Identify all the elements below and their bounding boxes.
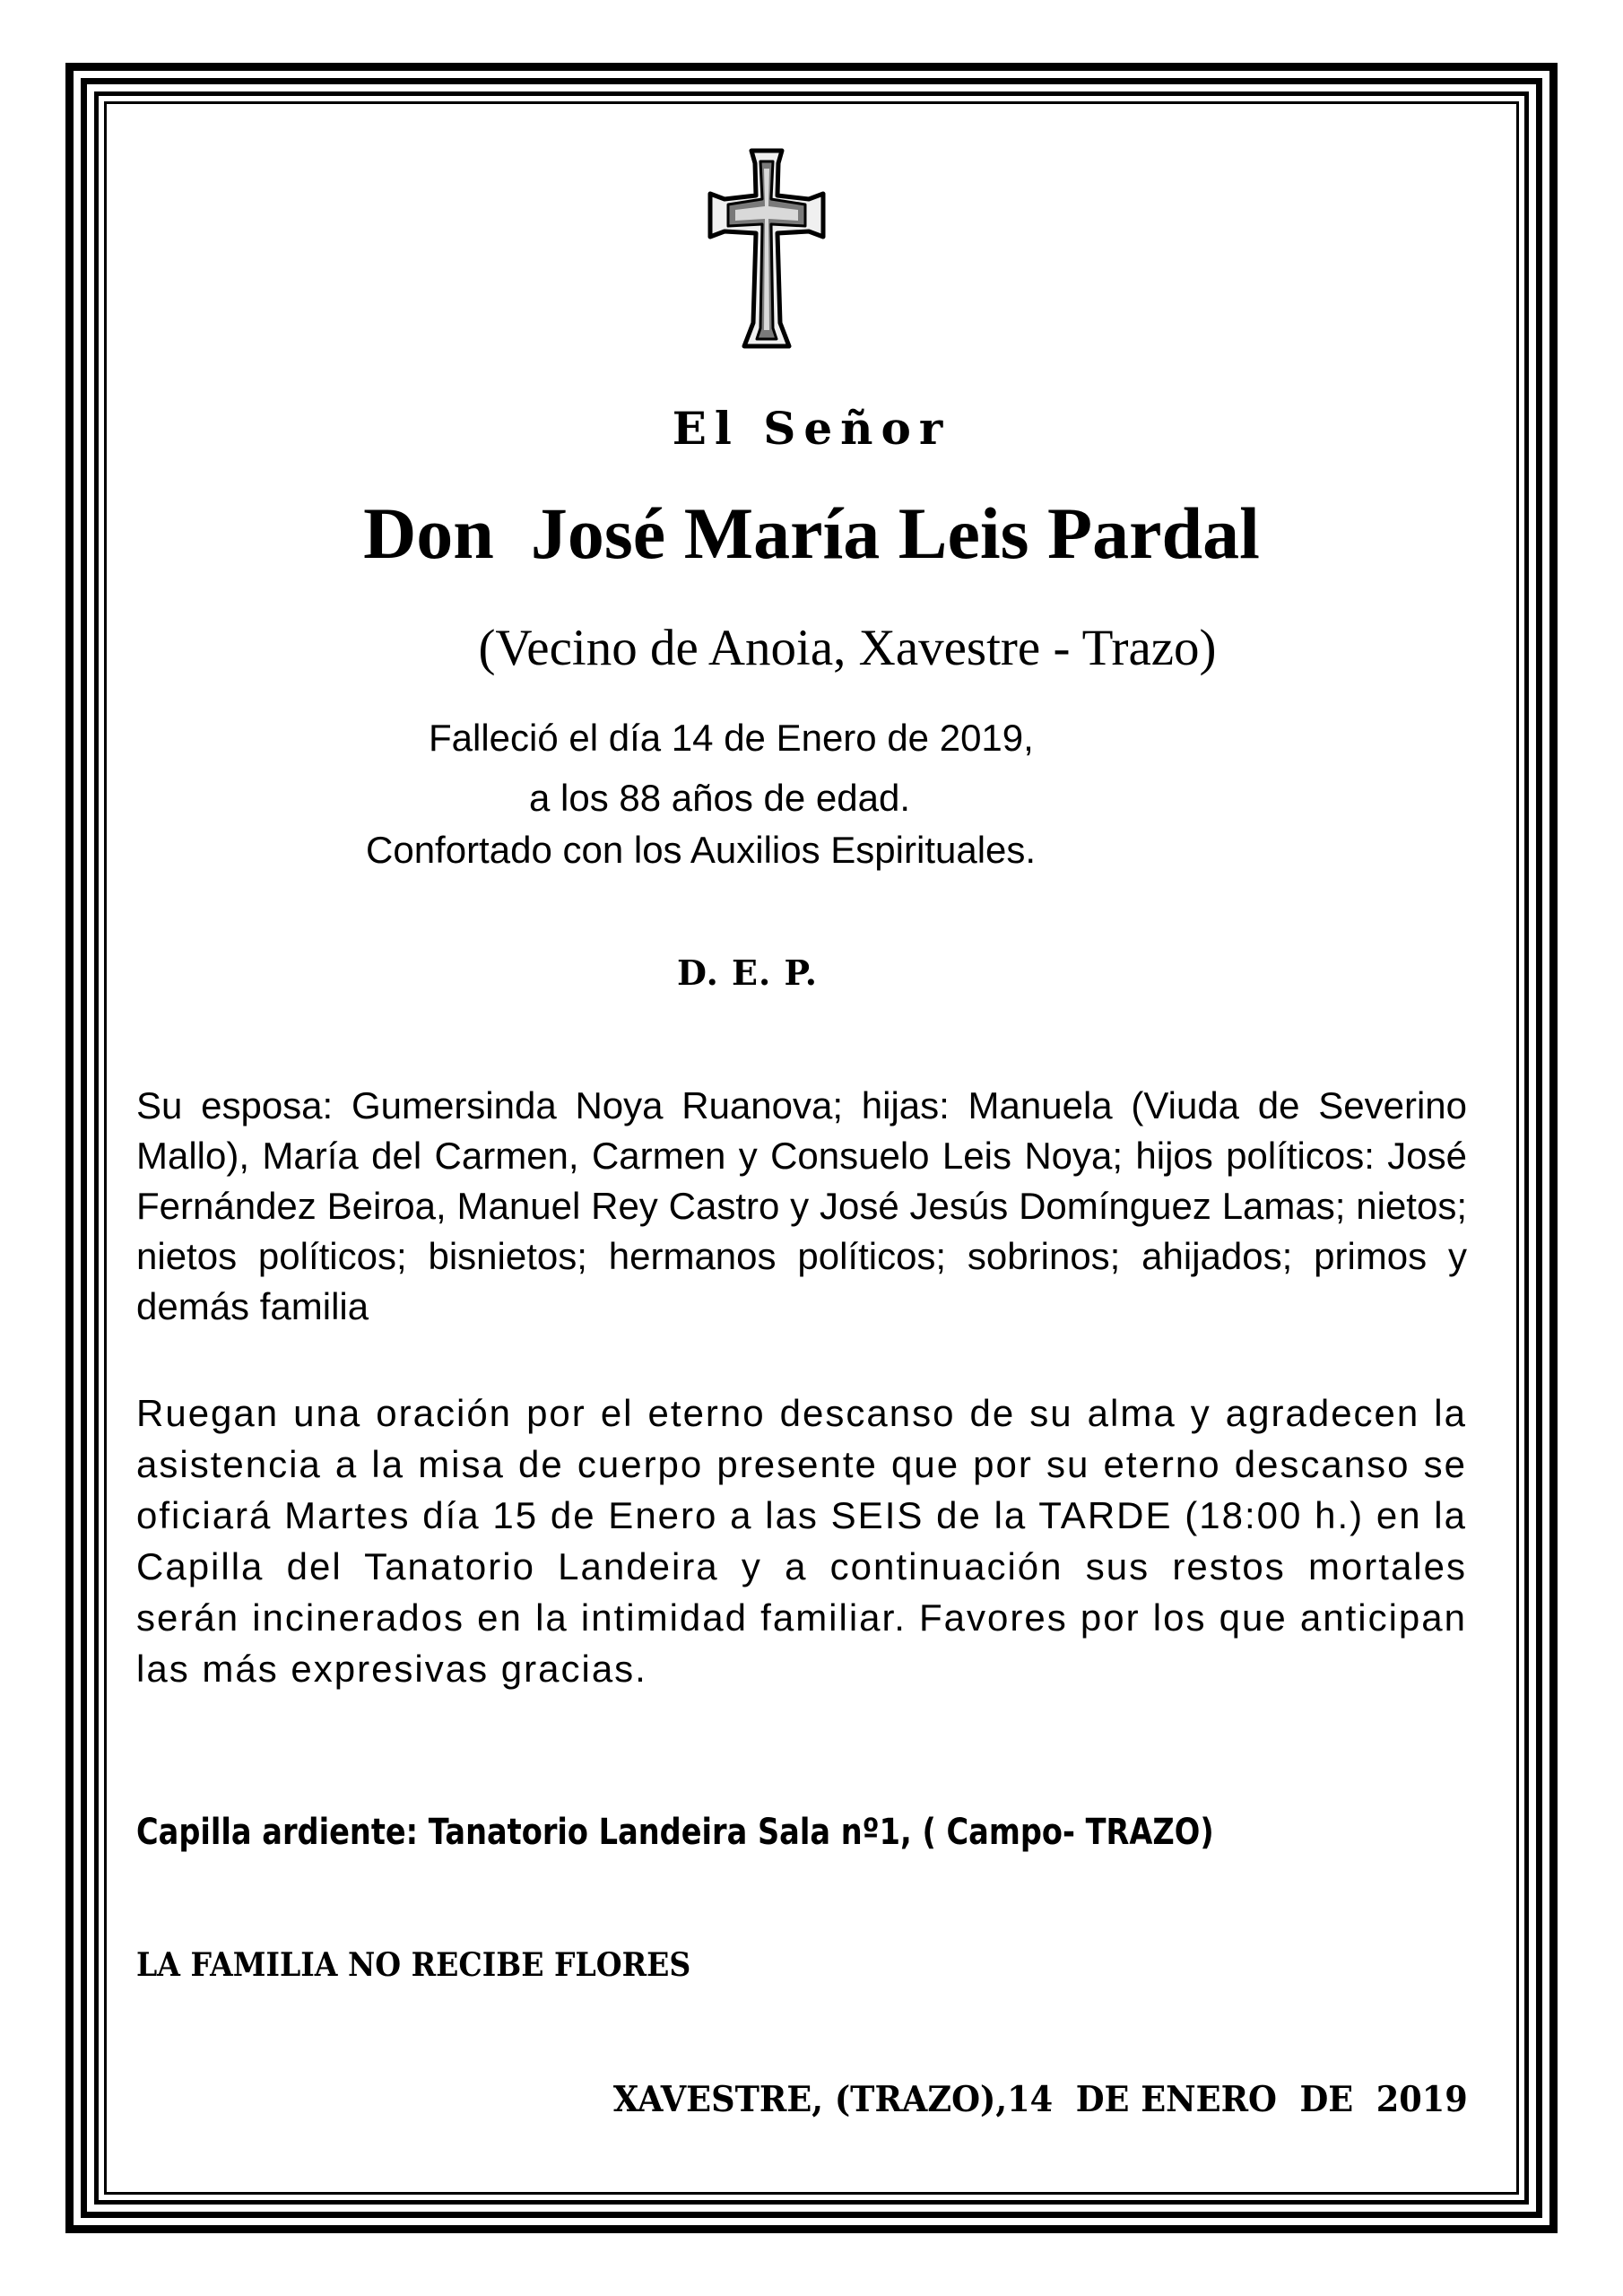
- death-date-line: Falleció el día 14 de Enero de 2019,: [429, 717, 1034, 759]
- chapel-line: Capilla ardiente: Tanatorio Landeira Sala nº1, ( Campo- TRAZO): [136, 1812, 1214, 1853]
- deceased-name: Don José María Leis Pardal: [363, 492, 1260, 574]
- dep-abbreviation: D. E. P.: [677, 952, 818, 993]
- service-paragraph: Ruegan una oración por el eterno descanso de su alma y agradecen la asistencia a la misa de cuerpo presente que por su eterno descanso se oficiará Martes día 15 de Enero a las SEIS de la TARDE (18:00 h.) en la Capilla del Tanatorio Landeira y a continuación sus restos mortales serán incinerados en la intimidad familiar. Favores por los que anticipan las más expresivas gracias.: [136, 1392, 1467, 1690]
- salutation: El Señor: [672, 402, 951, 455]
- cross-icon: [699, 144, 834, 368]
- residence: (Vecino de Anoia, Xavestre - Trazo): [478, 620, 1217, 676]
- sacraments-line: Confortado con los Auxilios Espirituales.: [366, 829, 1037, 871]
- age-line: a los 88 años de edad.: [529, 777, 911, 819]
- place-date-line: XAVESTRE, (TRAZO),14 DE ENERO DE 2019: [613, 2079, 1468, 2120]
- family-paragraph: Su esposa: Gumersinda Noya Ruanova; hijas: Manuela (Viuda de Severino Mallo), María del Carmen, Carmen y Consuelo Leis Noya; hijos políticos: José Fernández Beiroa, Manuel Rey Castro y José Jesús Domínguez Lamas; nietos; nietos políticos; bisnietos; hermanos políticos; sobrinos; ahijados; primos y demás familia: [136, 1084, 1467, 1327]
- no-flowers-notice: LA FAMILIA NO RECIBE FLORES: [136, 1946, 691, 1984]
